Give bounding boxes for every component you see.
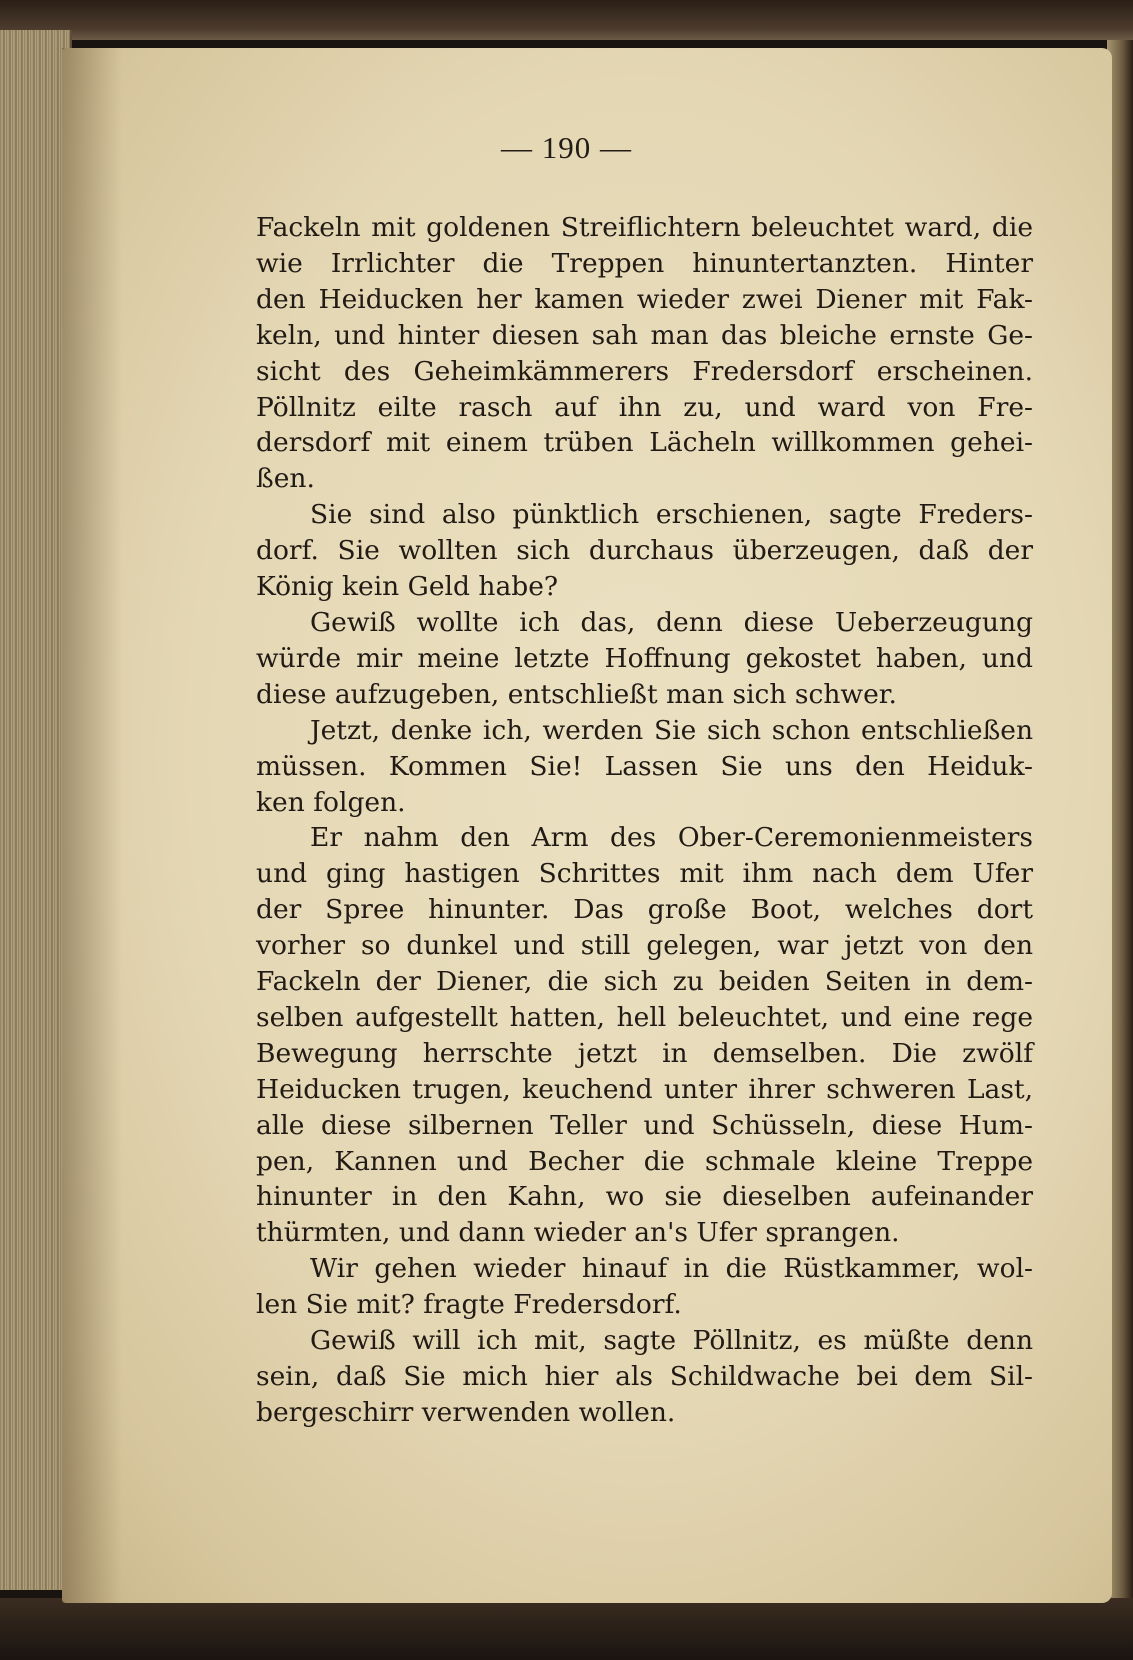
text-line: selben aufgestellt hatten, hell beleuchtet, und eine rege	[256, 1001, 1033, 1033]
paragraph	[256, 605, 1033, 713]
text-line: der Spree hinunter. Das große Boot, welches dort	[256, 894, 1033, 926]
text-line: Gewiß will ich mit, sagte Pöllnitz, es müßte denn	[310, 1325, 1034, 1357]
paragraph	[256, 210, 1033, 497]
text-line: würde mir meine letzte Hoffnung gekostet haben, und	[256, 642, 1033, 674]
text-line: diese aufzugeben, entschließt man sich schwer.	[256, 678, 897, 710]
gutter-shadow	[62, 48, 122, 1603]
body-text	[256, 210, 1033, 1431]
text-line: und ging hastigen Schrittes mit ihm nach dem Ufer	[256, 858, 1034, 890]
paragraph	[256, 820, 1033, 1251]
text-line: Fackeln der Diener, die sich zu beiden Seiten in dem-	[256, 966, 1033, 998]
text-line: pen, Kannen und Becher die schmale kleine Treppe	[256, 1145, 1033, 1177]
text-line: wie Irrlichter die Treppen hinuntertanzten. Hinter	[256, 247, 1033, 279]
paragraph	[256, 1323, 1033, 1431]
text-line: dersdorf mit einem trüben Lächeln willkommen gehei-	[256, 427, 1033, 459]
book-cover-bottom	[0, 1598, 1133, 1660]
text-line: Pöllnitz eilte rasch auf ihn zu, und ward von Fre-	[256, 391, 1033, 423]
paragraph	[256, 1251, 1033, 1323]
page-number: — 190 —	[501, 130, 632, 165]
text-line: Fackeln mit goldenen Streiflichtern beleuchtet ward, die	[256, 212, 1034, 243]
text-line: Gewiß wollte ich das, denn diese Ueberzeugung	[310, 606, 1033, 638]
text-line: König kein Geld habe?	[256, 571, 559, 603]
text-line: Bewegung herrschte jetzt in demselben. Die zwölf	[256, 1037, 1033, 1069]
text-line: ßen.	[256, 463, 315, 495]
text-line: sein, daß Sie mich hier als Schildwache bei dem Sil-	[256, 1361, 1034, 1392]
book-cover-top	[0, 0, 1133, 40]
text-line: len Sie mit? fragte Fredersdorf.	[256, 1289, 682, 1321]
text-line: bergeschirr verwenden wollen.	[256, 1396, 676, 1428]
text-line: Wir gehen wieder hinauf in die Rüstkammer, wol-	[310, 1253, 1033, 1285]
text-line: vorher so dunkel und still gelegen, war jetzt von den	[256, 930, 1034, 962]
paragraph	[256, 497, 1033, 605]
text-line: Jetzt, denke ich, werden Sie sich schon entschließen	[310, 714, 1034, 746]
text-line: müssen. Kommen Sie! Lassen Sie uns den Heiduk-	[256, 750, 1033, 782]
text-line: keln, und hinter diesen sah man das bleiche ernste Ge-	[256, 319, 1033, 351]
text-line: Heiducken trugen, keuchend unter ihrer schweren Last,	[256, 1073, 1034, 1105]
text-line: sicht des Geheimkämmerers Fredersdorf erscheinen.	[256, 355, 1034, 387]
text-line: hinunter in den Kahn, wo sie dieselben aufeinander	[256, 1181, 1034, 1213]
text-line: ken folgen.	[256, 786, 406, 818]
paragraph	[256, 713, 1033, 821]
text-line: alle diese silbernen Teller und Schüsseln, diese Hum-	[256, 1109, 1034, 1141]
text-line: Er nahm den Arm des Ober-Ceremonienmeisters	[310, 822, 1033, 854]
text-line: Sie sind also pünktlich erschienen, sagte Freders-	[310, 499, 1033, 531]
text-line: thürmten, und dann wieder an's Ufer sprangen.	[256, 1217, 900, 1249]
text-line: dorf. Sie wollten sich durchaus überzeugen, daß der	[256, 535, 1034, 567]
text-line: den Heiducken her kamen wieder zwei Diener mit Fak-	[256, 283, 1033, 315]
